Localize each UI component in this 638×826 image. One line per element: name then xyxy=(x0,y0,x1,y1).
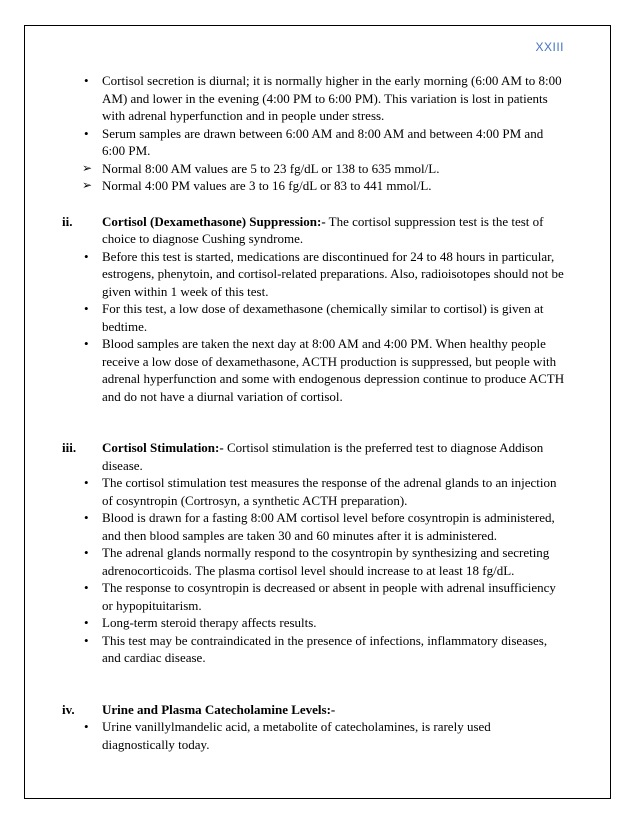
list-item xyxy=(62,177,566,195)
bullet-icon: • xyxy=(84,301,89,316)
section-number: iv. xyxy=(62,701,75,717)
list-item-text: Before this test is started, medications are discontinued for 24 to 48 hours in particular, estrogens, phenytoin, and cortisol-related preparations. Also, radioisotopes should not be given within 1 week of this test. xyxy=(102,248,564,299)
list-item-text: Blood samples are taken the next day at 8:00 AM and 4:00 PM. When healthy people receive a low dose of dexamethasone, ACTH production is suppressed, but people with adrenal hyperfunction and some with endogenous depression continue to produce ACTH and do not have a diurnal variation of cortisol. xyxy=(102,336,565,404)
page-number: XXIII xyxy=(535,40,564,54)
list-item xyxy=(62,632,566,667)
list-item xyxy=(62,544,566,579)
list-item-text: Cortisol secretion is diurnal; it is normally higher in the early morning (6:00 AM to 8:00 AM) and lower in the evening (4:00 PM to 6:00 PM). This variation is lost in patients with adrenal hyperfunction and in people under stress. xyxy=(102,73,562,123)
list-item-text: The response to cosyntropin is decreased or absent in people with adrenal insufficiency or hypopituitarism. xyxy=(102,580,556,613)
bullet-icon: • xyxy=(84,73,89,88)
bullet-icon: • xyxy=(84,248,89,264)
bullet-icon: • xyxy=(84,632,89,648)
list-item-text: The adrenal glands normally respond to the cosyntropin by synthesizing and secreting adrenocorticoids. The plasma cortisol level should increase to at least 18 fg/dL. xyxy=(102,545,550,578)
list-item xyxy=(62,579,566,614)
list-item xyxy=(62,335,566,405)
bullet-icon: • xyxy=(84,336,89,351)
bullet-icon: • xyxy=(84,545,89,560)
list-item-text: For this test, a low dose of dexamethasone (chemically similar to cortisol) is given at bedtime. xyxy=(102,301,544,334)
section-intro: The cortisol suppression test is the test of choice to diagnose Cushing syndrome. xyxy=(102,213,544,246)
section-cortisol-suppression xyxy=(62,213,566,248)
section-list xyxy=(62,248,566,406)
bullet-icon: • xyxy=(84,580,89,595)
arrow-bullet-icon: ➢ xyxy=(82,160,93,175)
list-item-text: The cortisol stimulation test measures the response of the adrenal glands to an injection of cosyntropin (Cortrosyn, a synthetic ACTH preparation). xyxy=(102,475,557,508)
section-number: ii. xyxy=(62,213,73,229)
bullet-icon: • xyxy=(84,510,89,525)
list-item-text: Serum samples are drawn between 6:00 AM and 8:00 AM and between 4:00 PM and 6:00 PM. xyxy=(102,125,544,158)
list-item xyxy=(62,160,566,178)
intro-list xyxy=(62,72,566,195)
section-intro: Cortisol stimulation is the preferred test to diagnose Addison disease. xyxy=(102,440,544,473)
section-heading: Cortisol (Dexamethasone) Suppression:- xyxy=(102,213,326,229)
bullet-icon: • xyxy=(84,719,89,734)
section-number: iii. xyxy=(62,440,77,455)
list-item-text: Urine vanillylmandelic acid, a metabolite of catecholamines, is rarely used diagnostically today. xyxy=(102,719,491,752)
section-list xyxy=(62,474,566,667)
list-item xyxy=(62,718,566,753)
section-list xyxy=(62,718,566,753)
list-item xyxy=(62,248,566,301)
list-item xyxy=(62,474,566,509)
section-cortisol-stimulation xyxy=(62,439,566,474)
bullet-icon: • xyxy=(84,615,89,630)
arrow-bullet-icon: ➢ xyxy=(82,178,93,192)
list-item-text: Blood is drawn for a fasting 8:00 AM cortisol level before cosyntropin is administered, and then blood samples are taken 30 and 60 minutes after it is administered. xyxy=(102,510,555,543)
section-heading: Urine and Plasma Catecholamine Levels:- xyxy=(102,701,336,717)
list-item-text: Normal 4:00 PM values are 3 to 16 fg/dL or 83 to 441 mmol/L. xyxy=(102,178,432,193)
list-item xyxy=(62,509,566,544)
list-item-text: This test may be contraindicated in the presence of infections, inflammatory diseases, and cardiac disease. xyxy=(102,632,548,665)
list-item xyxy=(62,72,566,125)
document-body xyxy=(62,72,566,753)
list-item-text: Long-term steroid therapy affects results. xyxy=(102,615,317,630)
section-heading: Cortisol Stimulation:- xyxy=(102,440,224,455)
list-item xyxy=(62,614,566,632)
list-item xyxy=(62,300,566,335)
list-item-text: Normal 8:00 AM values are 5 to 23 fg/dL or 138 to 635 mmol/L. xyxy=(102,160,440,176)
bullet-icon: • xyxy=(84,475,89,490)
bullet-icon: • xyxy=(84,125,89,141)
list-item xyxy=(62,125,566,160)
section-catecholamine-levels xyxy=(62,701,566,719)
